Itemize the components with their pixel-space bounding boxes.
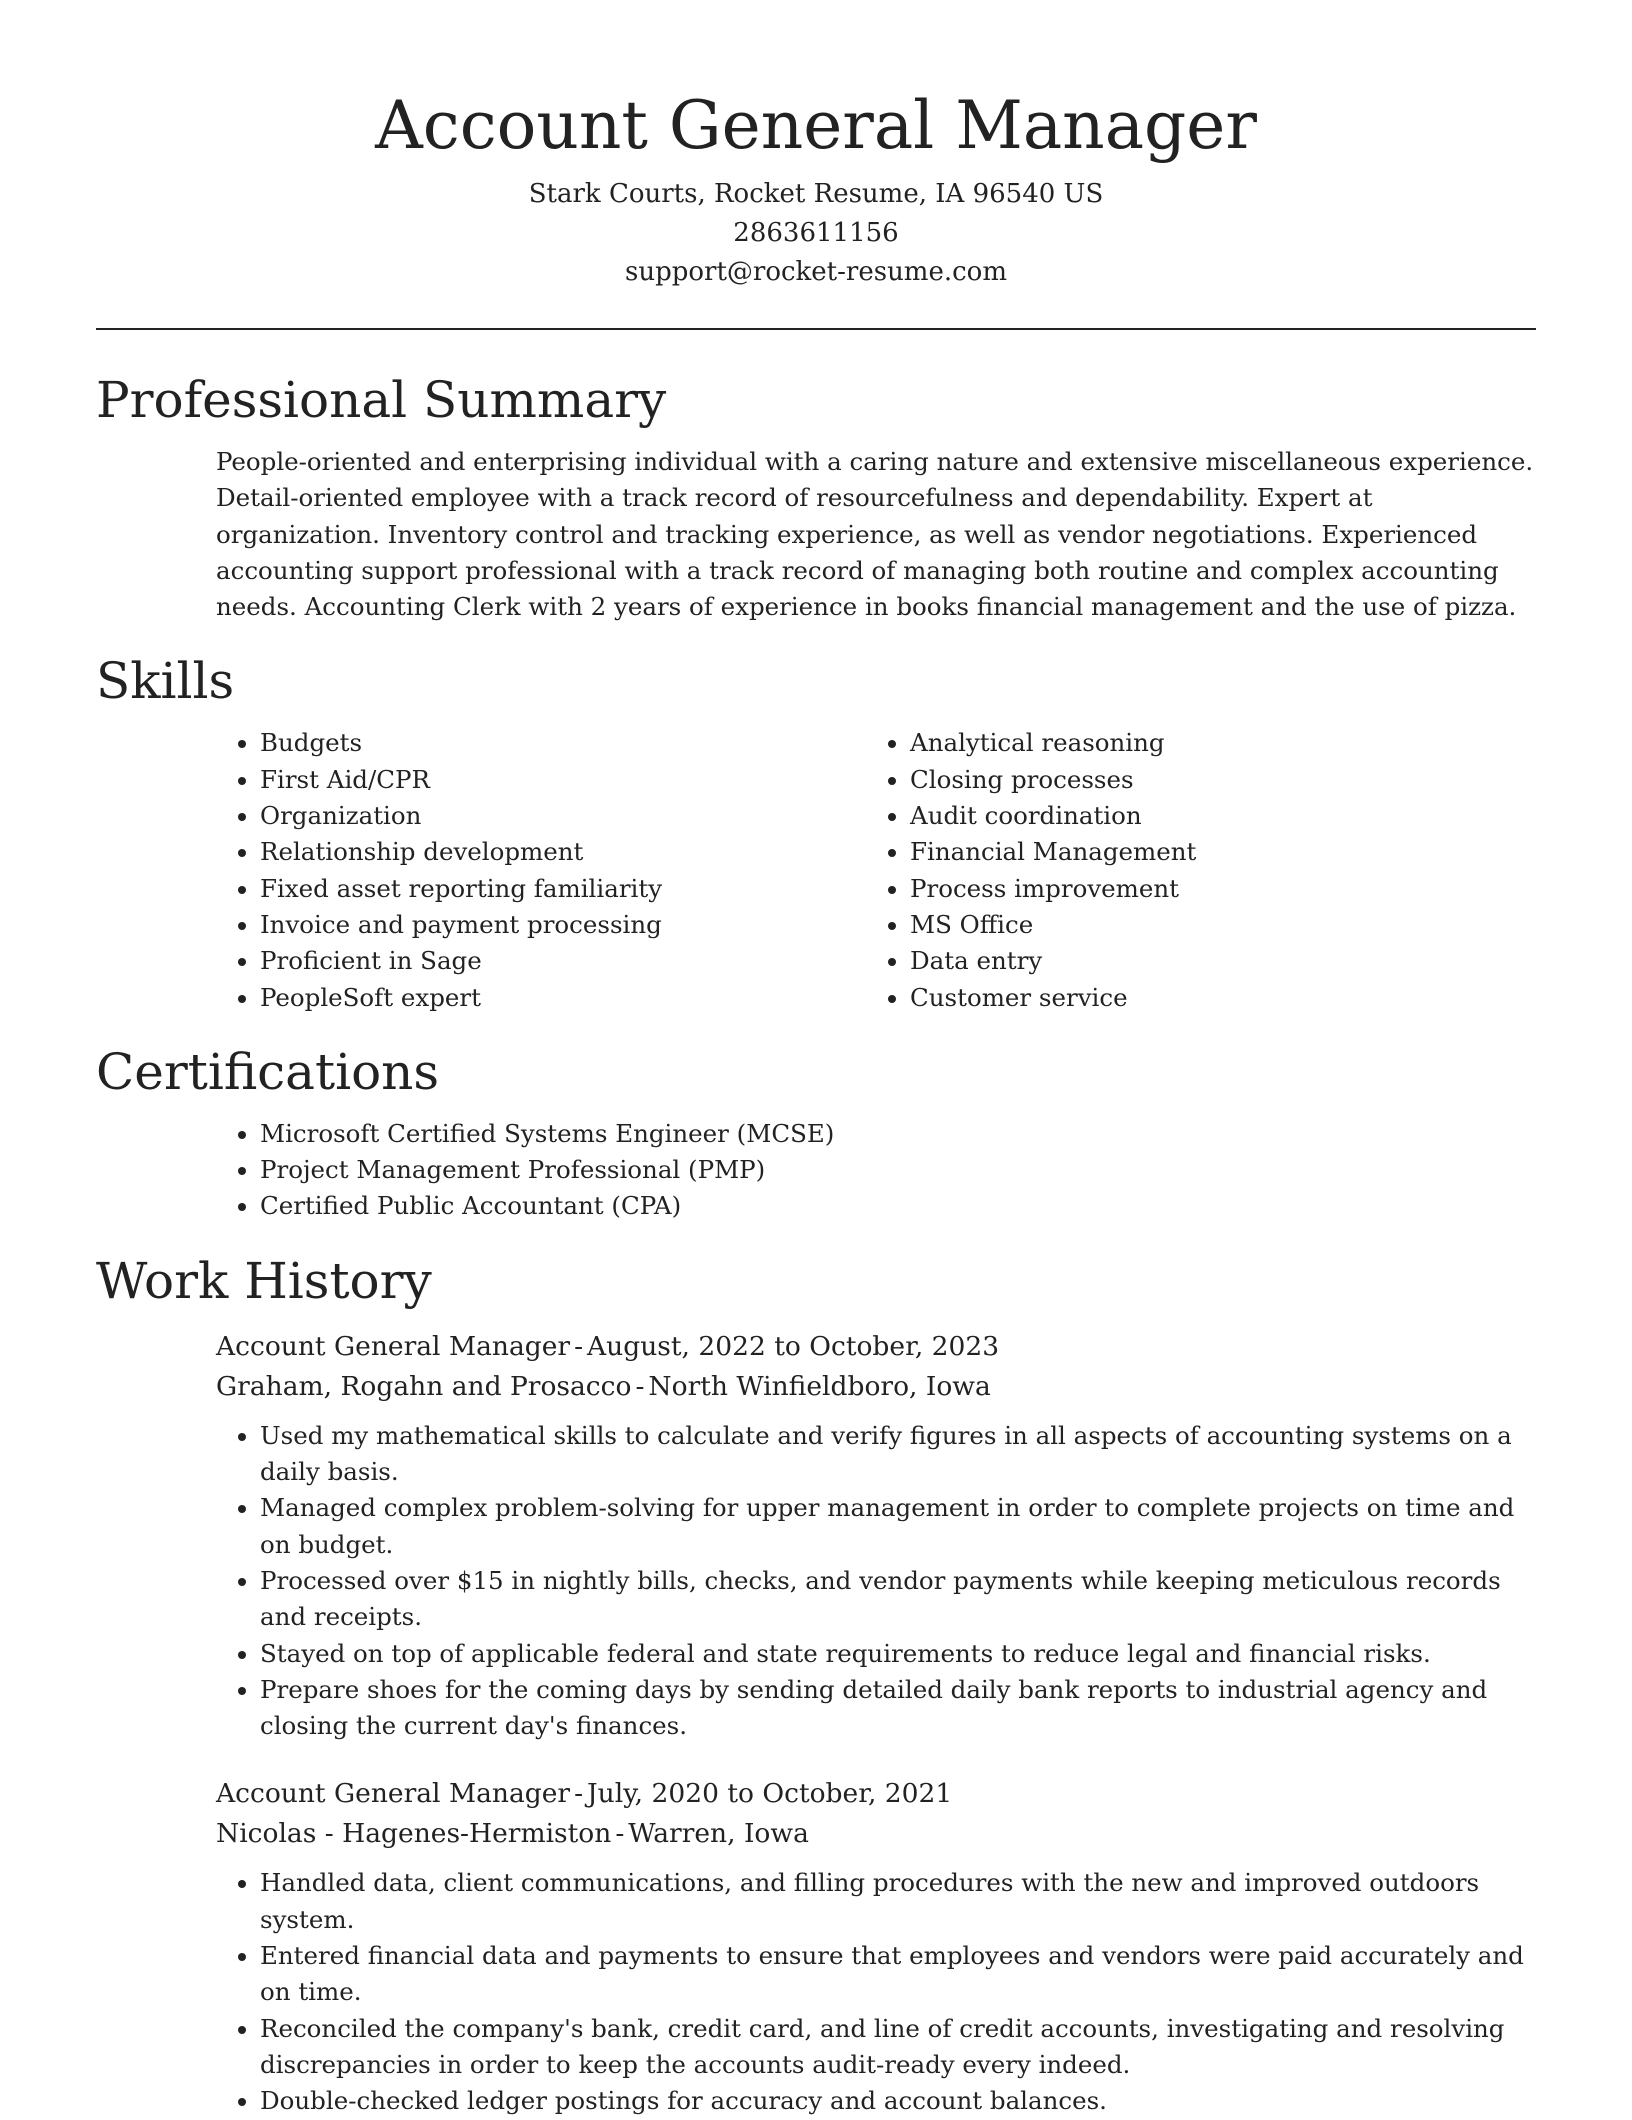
job-bullet: • Entered financial data and payments to ensure that employees and vendors were paid accurately and on time.: [260, 1938, 1536, 2011]
job-position-line: Account General Manager - July, 2020 to October, 2021: [216, 1778, 953, 1810]
skill-item: • Organization: [260, 798, 866, 834]
job-bullet: • Prepare shoes for the coming days by sending detailed daily bank reports to industrial agency and closing the current day's finances.: [260, 1672, 1536, 1745]
resume-page: [96, 0, 1536, 2120]
skill-item: • Proficient in Sage: [260, 943, 866, 979]
job-dates: August, 2022 to October, 2023: [587, 1330, 1000, 1362]
job-bullet: • Used my mathematical skills to calculate and verify figures in all aspects of accounting systems on a daily basis.: [260, 1418, 1536, 1491]
job-bullet: • Double-checked ledger postings for accuracy and account balances.: [260, 2083, 1536, 2119]
certification-item: • Certified Public Accountant (CPA): [260, 1188, 1536, 1224]
skill-item: • MS Office: [910, 907, 1516, 943]
skill-item: • Closing processes: [910, 762, 1516, 798]
skills-column-right: [866, 725, 1516, 1015]
job-bullets: [216, 1865, 1536, 2119]
job-position-line: Account General Manager - August, 2022 to October, 2023: [216, 1330, 1000, 1362]
job-location: North Winfieldboro, Iowa: [648, 1370, 991, 1402]
job-bullet: • Reconciled the company's bank, credit card, and line of credit accounts, investigating and resolving discrepancies in order to keep the accounts audit-ready every indeed.: [260, 2011, 1536, 2084]
job-company: Graham, Rogahn and Prosacco: [216, 1370, 632, 1402]
contact-phone: 2863611156: [733, 218, 899, 248]
job-location: Warren, Iowa: [628, 1818, 809, 1850]
job-position: Account General Manager: [216, 1778, 571, 1810]
job-entry: [216, 1774, 1536, 2119]
resume-header: [96, 0, 1536, 292]
job-entry: [216, 1327, 1536, 1745]
job-bullet: • Processed over $15 in nightly bills, checks, and vendor payments while keeping meticulous records and receipts.: [260, 1563, 1536, 1636]
skills-section: [96, 649, 1536, 1015]
certifications-heading: Certifications: [96, 1042, 440, 1101]
certification-item: • Project Management Professional (PMP): [260, 1152, 1536, 1188]
skill-item: • Data entry: [910, 943, 1516, 979]
skill-item: • First Aid/CPR: [260, 762, 866, 798]
job-company-line: Nicolas - Hagenes-Hermiston - Warren, Iowa: [216, 1818, 809, 1850]
skill-item: • Process improvement: [910, 871, 1516, 907]
skills-grid: [216, 725, 1536, 1015]
candidate-name: Account General Manager: [375, 87, 1257, 164]
job-position: Account General Manager: [216, 1330, 571, 1362]
job-bullet: • Managed complex problem-solving for upper management in order to complete projects on time and on budget.: [260, 1490, 1536, 1563]
header-divider: [96, 328, 1536, 330]
contact-address: Stark Courts, Rocket Resume, IA 96540 US: [528, 179, 1104, 209]
job-company: Nicolas - Hagenes-Hermiston: [216, 1818, 612, 1850]
certifications-list: [216, 1116, 1536, 1225]
job-bullet: • Stayed on top of applicable federal and state requirements to reduce legal and financial risks.: [260, 1636, 1536, 1672]
work-history-heading: Work History: [96, 1251, 432, 1310]
job-bullet: • Handled data, client communications, and filling procedures with the new and improved outdoors system.: [260, 1865, 1536, 1938]
skill-item: • Budgets: [260, 725, 866, 761]
job-company-line: Graham, Rogahn and Prosacco - North Winfieldboro, Iowa: [216, 1370, 991, 1402]
work-history-section: [96, 1249, 1536, 2120]
skill-item: • Invoice and payment processing: [260, 907, 866, 943]
skills-column-left: [216, 725, 866, 1015]
skill-item: • Relationship development: [260, 834, 866, 870]
job-dates: July, 2020 to October, 2021: [587, 1778, 953, 1810]
summary-heading: Professional Summary: [96, 371, 667, 429]
contact-email: support@rocket-resume.com: [624, 257, 1007, 287]
skill-item: • PeopleSoft expert: [260, 980, 866, 1016]
contact-block: [96, 175, 1536, 292]
skill-item: • Audit coordination: [910, 798, 1516, 834]
skill-item: • Financial Management: [910, 834, 1516, 870]
skill-item: • Customer service: [910, 980, 1516, 1016]
summary-text: People-oriented and enterprising individual with a caring nature and extensive miscellaneous experience. Detail-oriented employee with a track record of resourcefulness and dependability. Expert at organization. Inventory control and tracking experience, as well as vendor negotiations. Experienced accounting support professional with a track record of managing both routine and complex accounting needs. Accounting Clerk with 2 years of experience in books financial management and the use of pizza.: [216, 447, 1534, 622]
summary-section: [96, 368, 1536, 625]
skills-heading: Skills: [96, 652, 235, 711]
certifications-section: [96, 1040, 1536, 1225]
certification-item: • Microsoft Certified Systems Engineer (MCSE): [260, 1116, 1536, 1152]
skill-item: • Analytical reasoning: [910, 725, 1516, 761]
job-bullets: [216, 1418, 1536, 1745]
skill-item: • Fixed asset reporting familiarity: [260, 871, 866, 907]
